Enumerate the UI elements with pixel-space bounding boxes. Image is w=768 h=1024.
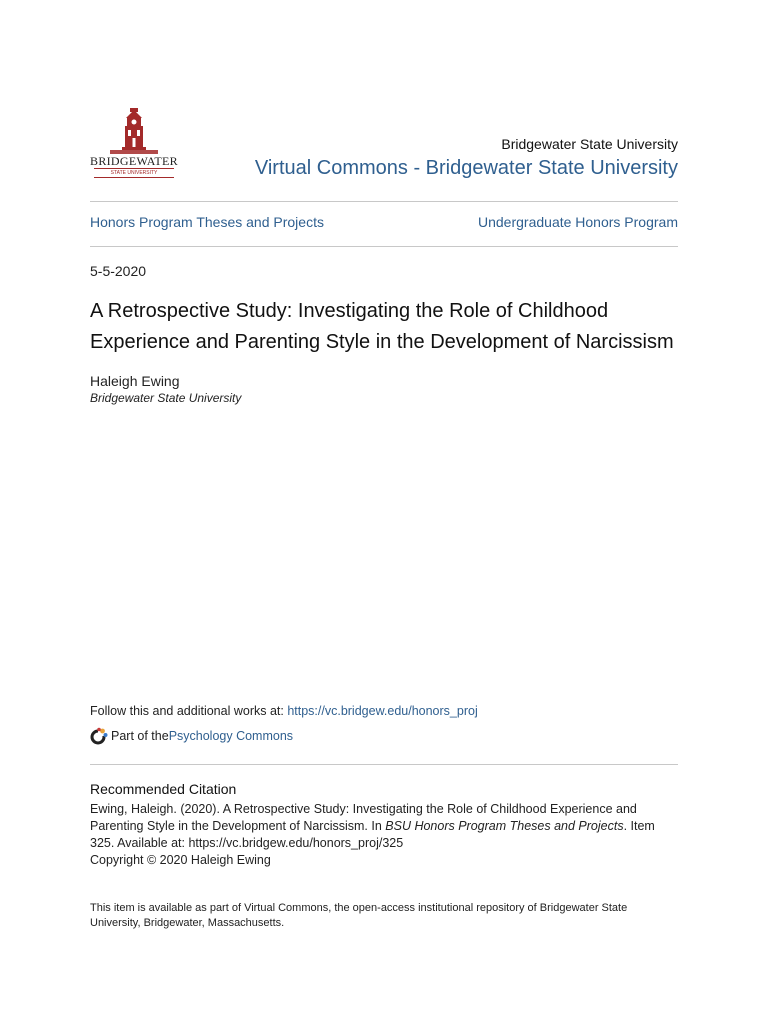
document-title	[90, 296, 690, 358]
logo-text: BRIDGEWATER	[90, 154, 178, 168]
part-of-label: Part of the	[111, 729, 169, 743]
divider-citation	[90, 764, 678, 765]
divider-top	[90, 201, 678, 202]
header	[90, 106, 678, 184]
logo-rule	[94, 168, 174, 169]
network-icon	[90, 727, 108, 745]
author-name: Haleigh Ewing	[90, 373, 180, 389]
follow-label: Follow this and additional works at:	[90, 704, 288, 718]
repository-note: This item is available as part of Virtual Commons, the open-access institutional repository of Bridgewater State University, Bridgewater, Massachusetts.	[90, 902, 628, 929]
repository-link[interactable]: Virtual Commons - Bridgewater State University	[254, 157, 678, 179]
author-affiliation: Bridgewater State University	[90, 391, 242, 405]
divider-nav	[90, 246, 678, 247]
bridgewater-logo[interactable]	[90, 106, 178, 182]
citation-heading: Recommended Citation	[90, 781, 237, 797]
honors-theses-link[interactable]: Honors Program Theses and Projects	[90, 214, 324, 230]
honors-program-link[interactable]: Undergraduate Honors Program	[478, 214, 678, 230]
citation-text	[90, 801, 678, 869]
institution-name: Bridgewater State University	[501, 136, 678, 152]
publication-date: 5-5-2020	[90, 263, 147, 279]
title-line-2: Experience and Parenting Style in the Development of Narcissism	[90, 331, 674, 353]
citation-part-1: Ewing, Haleigh. (2020). A Retrospective Study: Investigating the Role of Childhood Experience and Parenting Style in the Development of Narcissism. In	[90, 802, 637, 833]
citation-copyright: Copyright © 2020 Haleigh Ewing	[90, 853, 271, 867]
follow-line	[90, 704, 478, 718]
psychology-commons-link[interactable]: Psychology Commons	[168, 729, 294, 743]
part-of-line	[90, 727, 293, 745]
logo-subtext: STATE UNIVERSITY	[110, 170, 158, 176]
follow-url-link[interactable]: https://vc.bridgew.edu/honors_proj	[287, 704, 478, 718]
citation-part-2: . Item 325. Available at: https://vc.bridgew.edu/honors_proj/325	[90, 819, 655, 850]
logo-rule-bottom	[94, 177, 174, 178]
citation-series: BSU Honors Program Theses and Projects	[385, 819, 624, 833]
title-line-1: A Retrospective Study: Investigating the Role of Childhood	[90, 300, 609, 322]
